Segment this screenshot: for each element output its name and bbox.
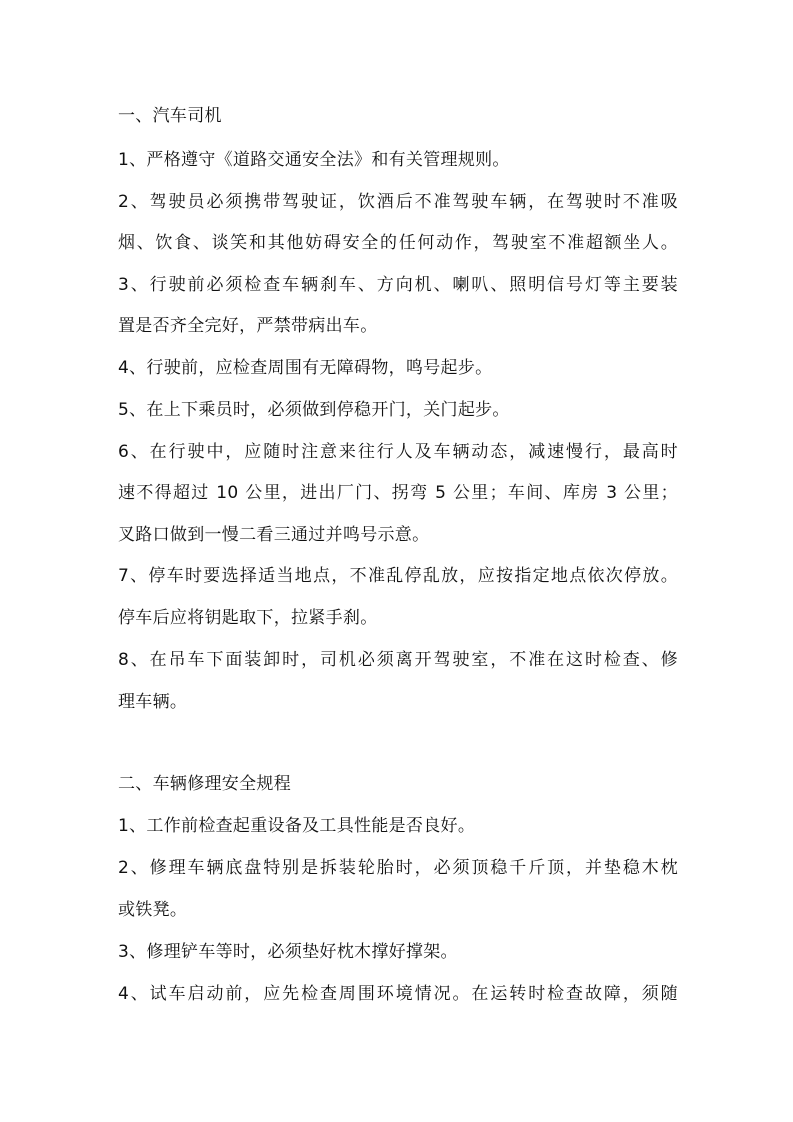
paragraph-line: 3、修理铲车等时，必须垫好枕木撑好撑架。 bbox=[118, 942, 458, 962]
paragraph-line: 停车后应将钥匙取下，拉紧手刹。 bbox=[118, 608, 378, 628]
paragraph-line: 6、在行驶中，应随时注意来往行人及车辆动态，减速慢行，最高时 bbox=[118, 442, 678, 462]
paragraph-line: 8、在吊车下面装卸时，司机必须离开驾驶室，不准在这时检查、修 bbox=[118, 650, 678, 670]
paragraph-line: 或铁凳。 bbox=[118, 900, 188, 920]
paragraph-line: 7、停车时要选择适当地点，不准乱停乱放，应按指定地点依次停放。 bbox=[118, 566, 678, 586]
paragraph-line: 5、在上下乘员时，必须做到停稳开门，关门起步。 bbox=[118, 400, 510, 420]
paragraph-line: 烟、饮食、谈笑和其他妨碍安全的任何动作，驾驶室不准超额坐人。 bbox=[118, 233, 678, 253]
paragraph-line: 叉路口做到一慢二看三通过并鸣号示意。 bbox=[118, 525, 430, 545]
paragraph-line: 4、试车启动前，应先检查周围环境情况。在运转时检查故障，须随 bbox=[118, 984, 678, 1004]
paragraph-line: 3、行驶前必须检查车辆刹车、方向机、喇叭、照明信号灯等主要装 bbox=[118, 275, 678, 295]
paragraph-line: 4、行驶前，应检查周围有无障碍物，鸣号起步。 bbox=[118, 358, 493, 378]
paragraph-line: 置是否齐全完好，严禁带病出车。 bbox=[118, 316, 378, 336]
paragraph-line: 2、驾驶员必须携带驾驶证，饮酒后不准驾驶车辆，在驾驶时不准吸 bbox=[118, 192, 678, 212]
paragraph-line: 2、修理车辆底盘特别是拆装轮胎时，必须顶稳千斤顶，并垫稳木枕 bbox=[118, 858, 678, 878]
section-heading-2: 二、车辆修理安全规程 bbox=[118, 774, 291, 794]
paragraph-line: 1、工作前检查起重设备及工具性能是否良好。 bbox=[118, 816, 476, 836]
paragraph-line: 速不得超过 10 公里，进出厂门、拐弯 5 公里；车间、库房 3 公里； bbox=[118, 483, 678, 503]
paragraph-line: 1、严格遵守《道路交通安全法》和有关管理规则。 bbox=[118, 150, 510, 170]
section-heading-1: 一、汽车司机 bbox=[118, 106, 222, 126]
paragraph-line: 理车辆。 bbox=[118, 692, 188, 712]
